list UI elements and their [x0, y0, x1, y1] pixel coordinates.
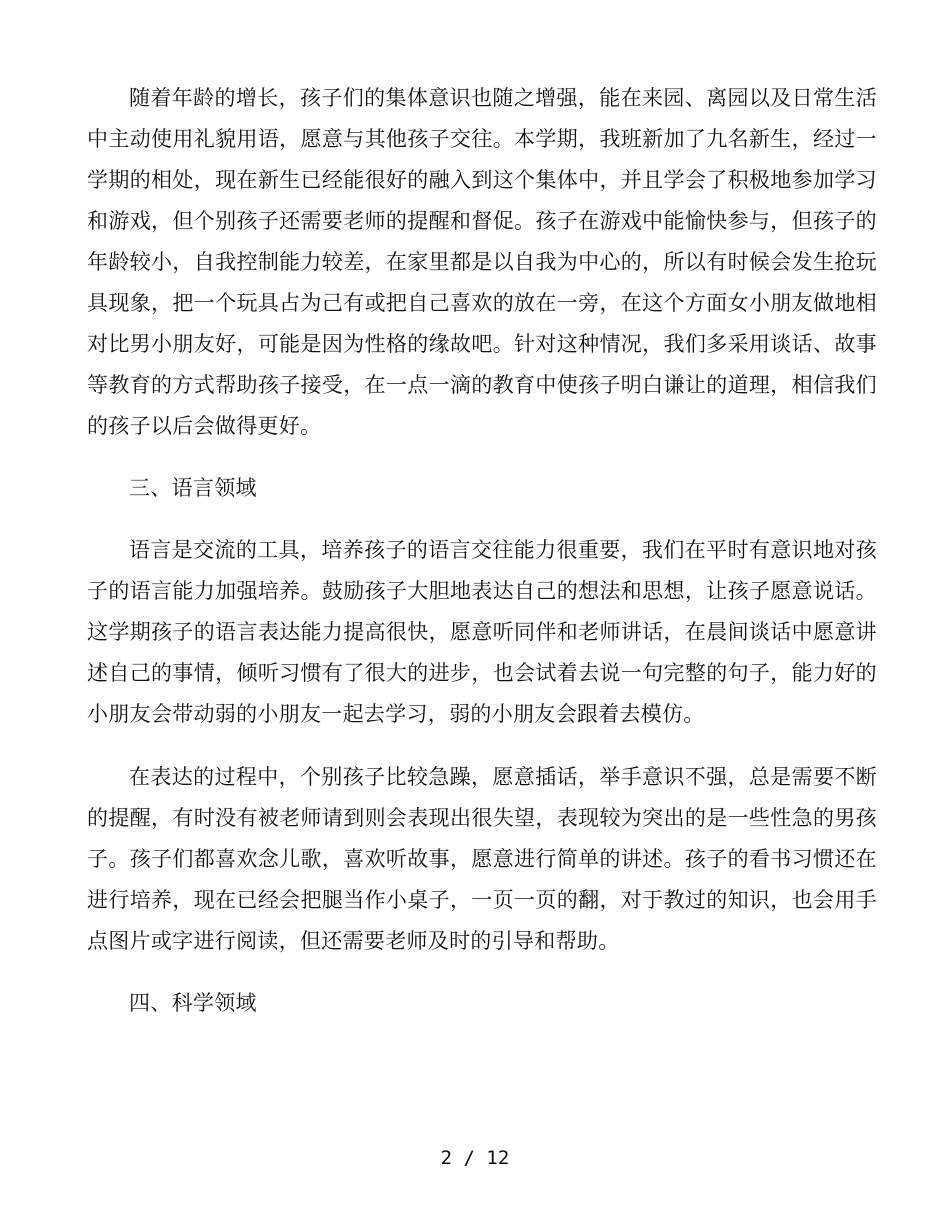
paragraph-language-development: 语言是交流的工具，培养孩子的语言交往能力很重要，我们在平时有意识地对孩子的语言能力加强培养。鼓励孩子大胆地表达自己的想法和思想，让孩子愿意说话。这学期孩子的语言表达能力提高很快，愿意听同伴和老师讲话，在晨间谈话中愿意讲述自己的事情，倾听习惯有了很大的进步，也会试着去说一句完整的句子，能力好的小朋友会带动弱的小朋友一起去学习，弱的小朋友会跟着去模仿。 — [87, 538, 877, 726]
document-page — [87, 78, 877, 1024]
page-number: 2 / 12 — [440, 1147, 510, 1169]
paragraph-social-development: 随着年龄的增长，孩子们的集体意识也随之增强，能在来园、离园以及日常生活中主动使用礼貌用语，愿意与其他孩子交往。本学期，我班新加了九名新生，经过一学期的相处，现在新生已经能很好的融入到这个集体中，并且学会了积极地参加学习和游戏，但个别孩子还需要老师的提醒和督促。孩子在游戏中能愉快参与，但孩子的年龄较小，自我控制能力较差，在家里都是以自我为中心的，所以有时候会发生抢玩具现象，把一个玩具占为己有或把自己喜欢的放在一旁，在这个方面女小朋友做地相对比男小朋友好，可能是因为性格的缘故吧。针对这种情况，我们多采用谈话、故事等教育的方式帮助孩子接受，在一点一滴的教育中使孩子明白谦让的道理，相信我们的孩子以后会做得更好。 — [87, 86, 877, 438]
section-heading-language: 三、语言领域 — [129, 476, 257, 500]
section-heading-science: 四、科学领域 — [129, 991, 257, 1015]
paragraph-expression: 在表达的过程中，个别孩子比较急躁，愿意插话，举手意识不强，总是需要不断的提醒，有时没有被老师请到则会表现出很失望，表现较为突出的是一些性急的男孩子。孩子们都喜欢念儿歌，喜欢听故事，愿意进行简单的讲述。孩子的看书习惯还在进行培养，现在已经会把腿当作小桌子，一页一页的翻，对于教过的知识，也会用手点图片或字进行阅读，但还需要老师及时的引导和帮助。 — [87, 765, 877, 953]
